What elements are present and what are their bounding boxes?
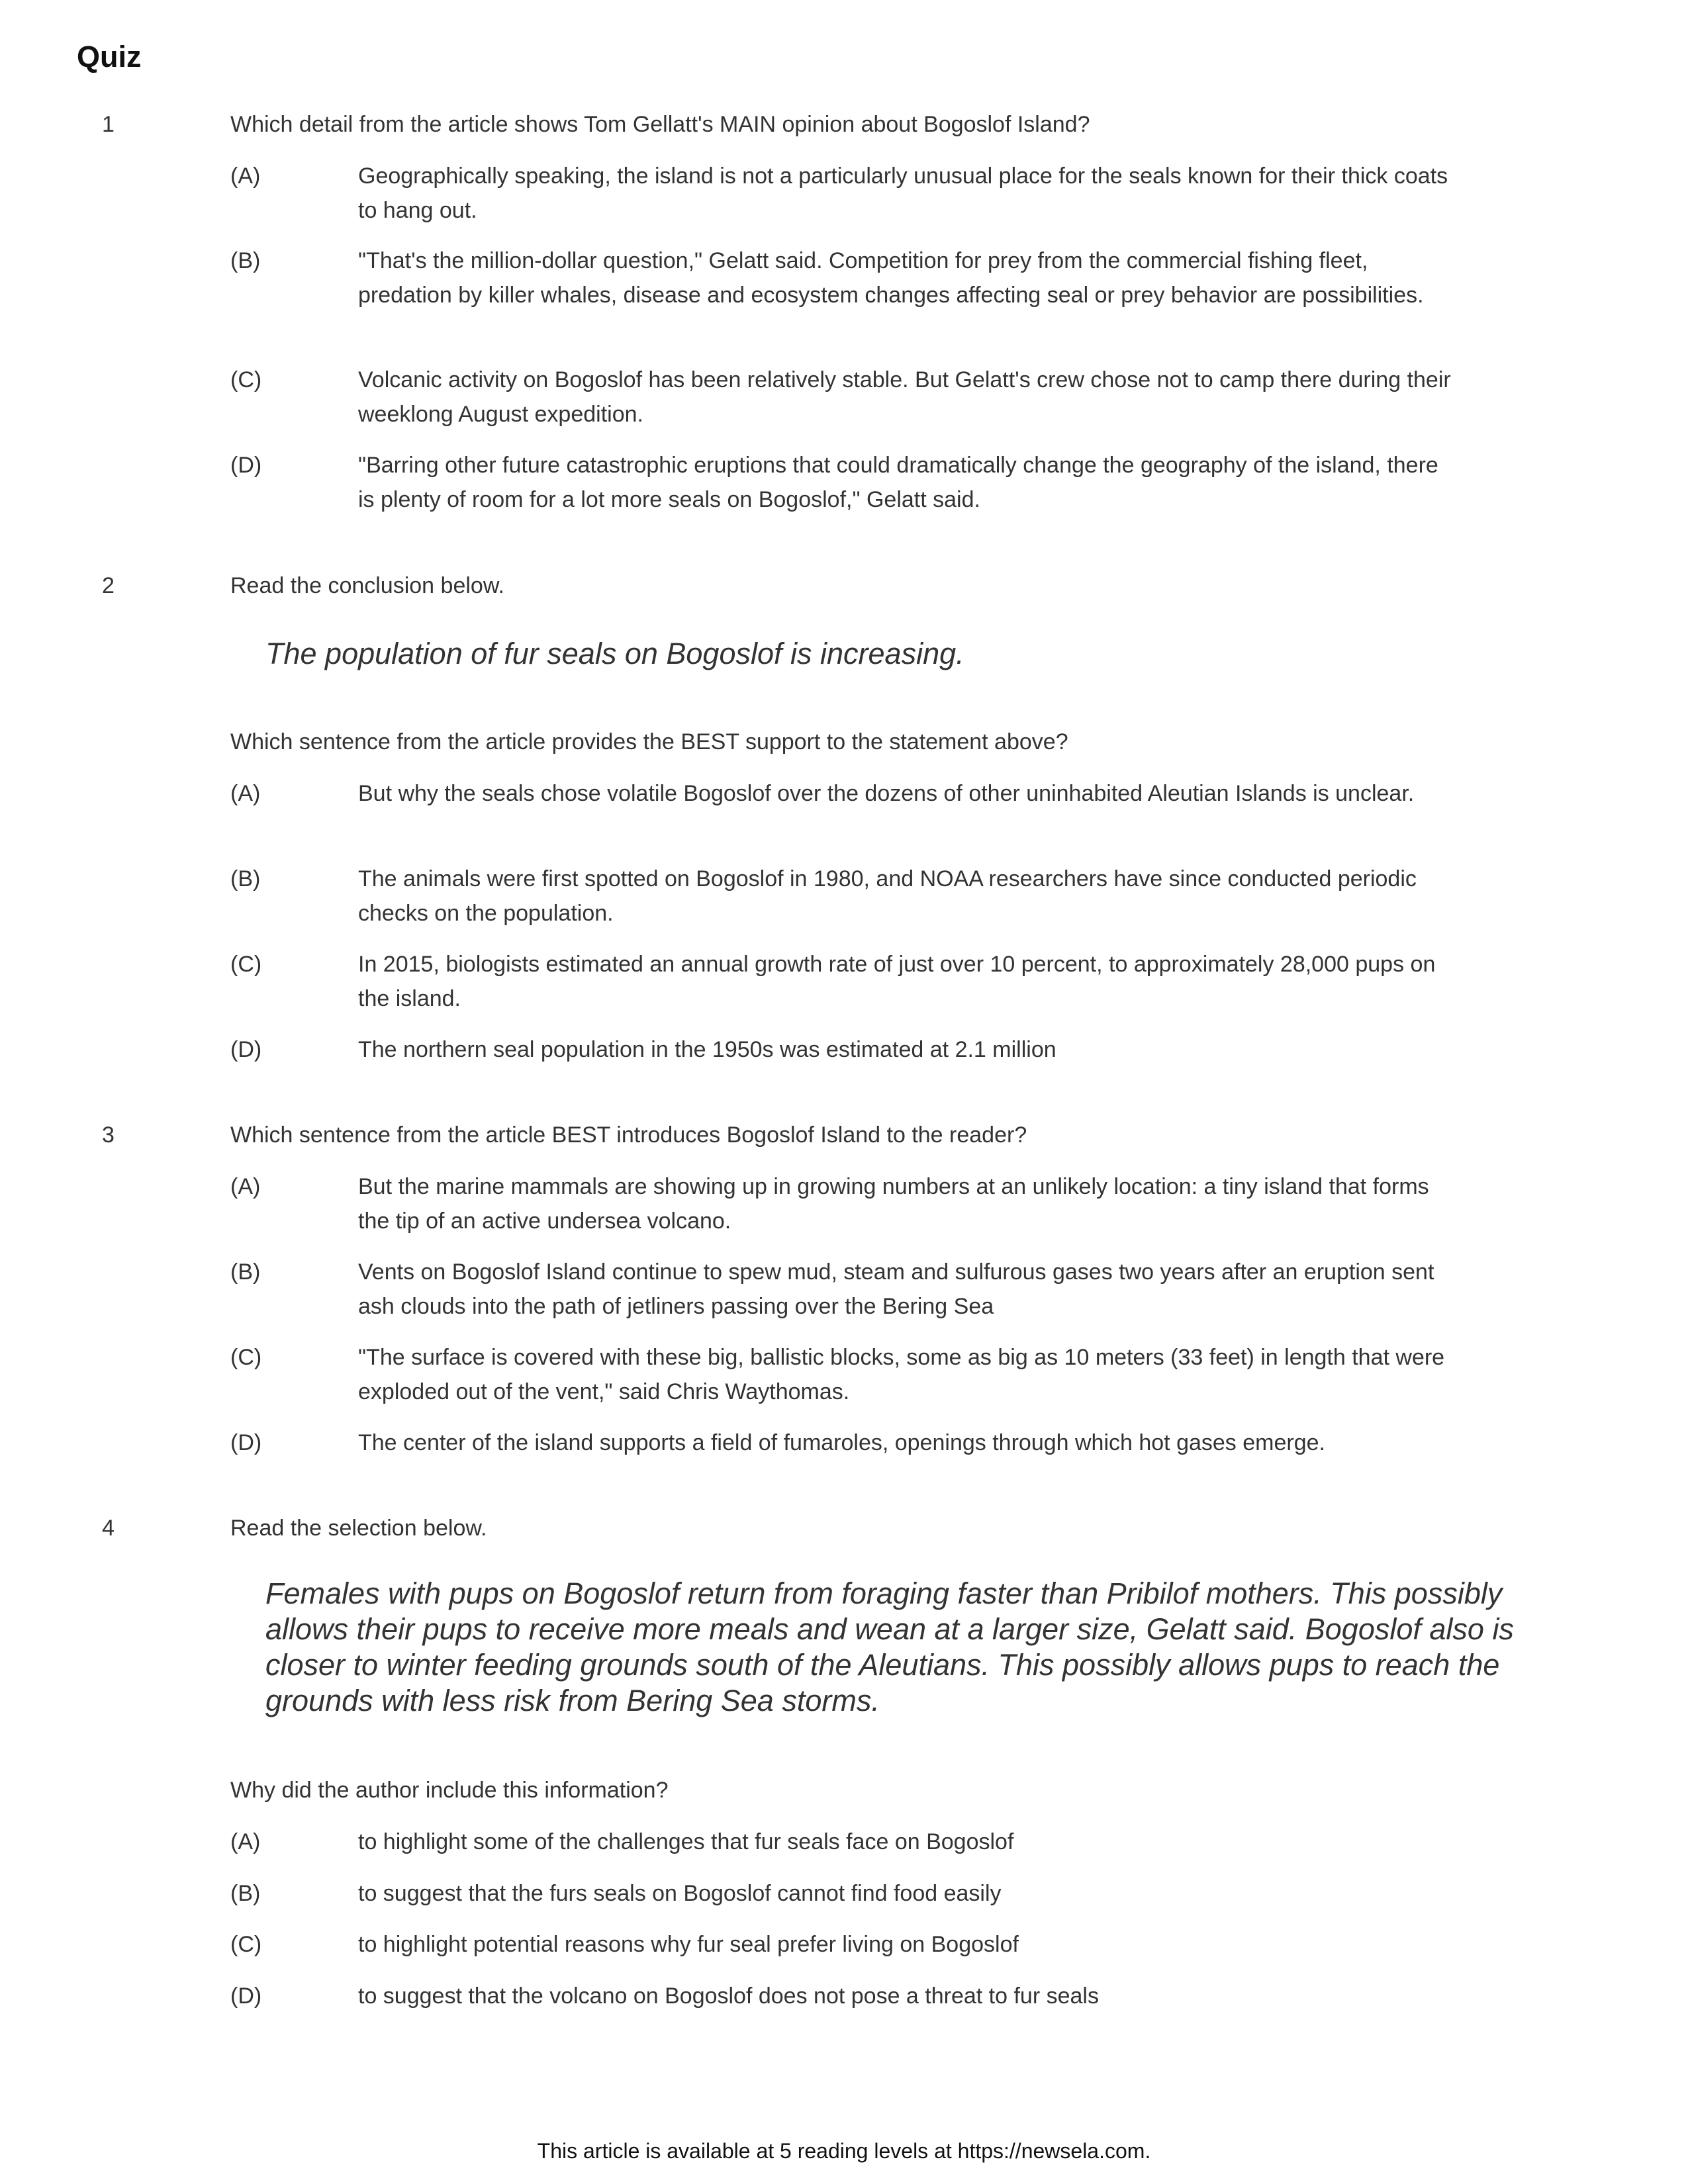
option-letter: (C) (230, 1345, 262, 1370)
option-text: "That's the million-dollar question," Gelatt said. Competition for prey from the commercial fishing fleet, predation by killer whales, disease and ecosystem changes affecting seal or prey behavior are possibilities. (358, 248, 1424, 308)
option-text: Geographically speaking, the island is not a particularly unusual place for the seals known for their thick coats to hang out. (358, 163, 1448, 223)
option-letter: (D) (230, 1983, 262, 2009)
option-text: to highlight potential reasons why fur seal prefer living on Bogoslof (358, 1932, 1019, 1957)
option-letter: (D) (230, 1037, 262, 1062)
option-letter: (B) (230, 248, 261, 273)
question-stem: Which sentence from the article BEST introduces Bogoslof Island to the reader? (230, 1122, 1027, 1148)
option-letter: (C) (230, 367, 262, 392)
option-text: Vents on Bogoslof Island continue to spew mud, steam and sulfurous gases two years after an eruption sent ash clouds into the path of jetliners passing over the Bering Sea (358, 1259, 1434, 1319)
question-number: 1 (102, 112, 115, 137)
question-number: 2 (102, 573, 115, 598)
option-text: But the marine mammals are showing up in growing numbers at an unlikely location: a tiny island that forms the tip of an active undersea volcano. (358, 1174, 1429, 1234)
option-text: "The surface is covered with these big, ballistic blocks, some as big as 10 meters (33 feet) in length that were exploded out of the vent," said Chris Waythomas. (358, 1345, 1445, 1404)
option-text: But why the seals chose volatile Bogoslof over the dozens of other uninhabited Aleutian Islands is unclear. (358, 781, 1415, 806)
question-prompt: Which sentence from the article provides the BEST support to the statement above? (230, 729, 1068, 754)
option-text: The center of the island supports a field of fumaroles, openings through which hot gases emerge. (358, 1430, 1325, 1455)
option-letter: (B) (230, 1881, 261, 1906)
option-text: "Barring other future catastrophic eruptions that could dramatically change the geography of the island, there is plenty of room for a lot more seals on Bogoslof," Gelatt said. (358, 453, 1438, 512)
option-letter: (B) (230, 1259, 261, 1285)
option-letter: (D) (230, 453, 262, 478)
question-prompt: Why did the author include this information? (230, 1778, 669, 1803)
option-text: to suggest that the furs seals on Bogoslof cannot find food easily (358, 1881, 1002, 1906)
option-text: The animals were first spotted on Bogoslof in 1980, and NOAA researchers have since conducted periodic checks on the population. (358, 866, 1417, 926)
question-number: 3 (102, 1122, 115, 1148)
option-text: The northern seal population in the 1950s was estimated at 2.1 million (358, 1037, 1056, 1062)
question-stem: Read the selection below. (230, 1516, 487, 1541)
option-letter: (A) (230, 163, 261, 189)
question-stem: Which detail from the article shows Tom Gellatt's MAIN opinion about Bogoslof Island? (230, 112, 1090, 137)
page-title: Quiz (77, 40, 142, 73)
option-text: Volcanic activity on Bogoslof has been relatively stable. But Gelatt's crew chose not to camp there during their weeklong August expedition. (358, 367, 1451, 427)
question-number: 4 (102, 1516, 115, 1541)
option-text: to suggest that the volcano on Bogoslof does not pose a threat to fur seals (358, 1983, 1099, 2009)
option-letter: (C) (230, 1932, 262, 1957)
option-text: to highlight some of the challenges that fur seals face on Bogoslof (358, 1829, 1014, 1854)
option-letter: (A) (230, 1174, 261, 1199)
quoted-excerpt: The population of fur seals on Bogoslof is increasing. (265, 637, 964, 670)
option-letter: (D) (230, 1430, 262, 1455)
page-footer: This article is available at 5 reading levels at https://newsela.com. (537, 2139, 1151, 2163)
option-letter: (B) (230, 866, 261, 891)
quoted-excerpt: Females with pups on Bogoslof return from foraging faster than Pribilof mothers. This possibly allows their pups to receive more meals and wean at a larger size, Gelatt said. Bogoslof also is closer to winter feeding grounds south of the Aleutians. This possibly allows pups to reach the grounds with less risk from Bering Sea storms. (265, 1576, 1514, 1717)
option-letter: (A) (230, 1829, 261, 1854)
question-stem: Read the conclusion below. (230, 573, 504, 598)
option-letter: (C) (230, 952, 262, 977)
option-letter: (A) (230, 781, 261, 806)
option-text: In 2015, biologists estimated an annual growth rate of just over 10 percent, to approximately 28,000 pups on the island. (358, 952, 1436, 1011)
